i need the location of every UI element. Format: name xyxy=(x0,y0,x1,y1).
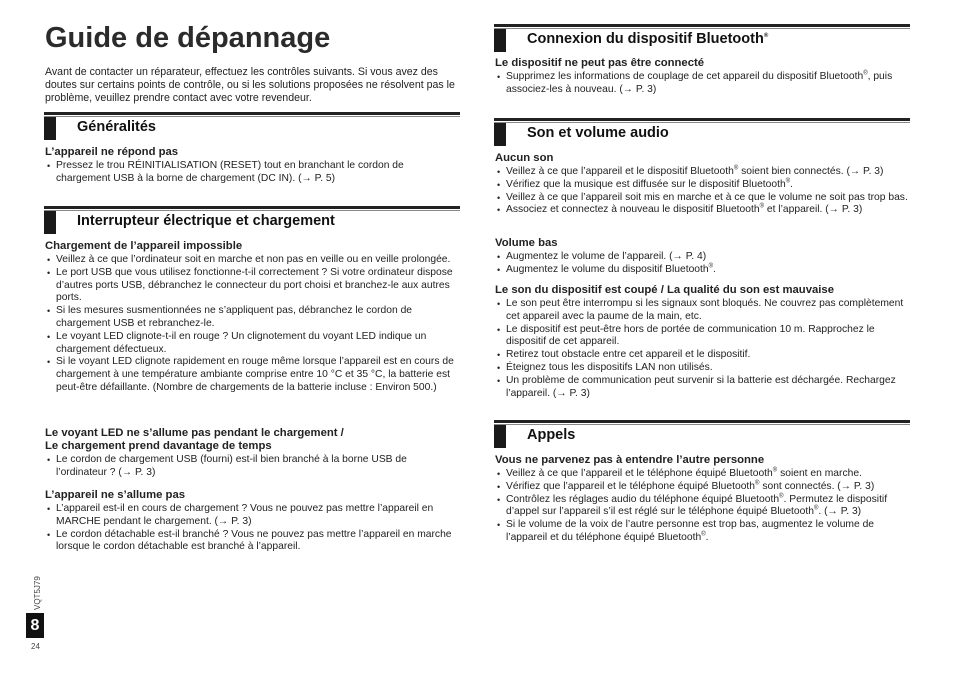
list-item: • Si le voyant LED clignote rapidement en rouge même lorsque l’appareil est en cours de chargement à une température ambiante comprise entre 10 °C et 35 °C, la batterie est peut-être défaillante. (Nombre de chargements de la batterie incluse : Environ 500.) xyxy=(45,356,460,394)
group-charging-impossible xyxy=(45,240,460,395)
list-item: • Le son peut être interrompu si les signaux sont bloqués. Ne couvrez pas complètement cet appareil avec la paume de la main, etc. xyxy=(495,298,910,324)
group-heading: Aucun son xyxy=(495,152,554,164)
section-marker xyxy=(494,425,506,448)
group-led-off xyxy=(45,427,460,480)
list-item: • Un problème de communication peut survenir si la batterie est déchargée. Rechargez l’appareil. (→ P. 3) xyxy=(495,375,910,401)
section-marker xyxy=(44,211,56,234)
list-item: • Le cordon détachable est-il branché ? Vous ne pouvez pas mettre l’appareil en marche lorsque le cordon détachable est branché à l’appareil. xyxy=(45,529,460,555)
group-heading-line-1: Le voyant LED ne s’allume pas pendant le chargement / xyxy=(45,427,344,439)
group-no-sound xyxy=(495,152,910,217)
section-title: Généralités xyxy=(77,119,156,135)
page-number-badge: 8 xyxy=(26,613,44,638)
group-sound-cut xyxy=(495,284,910,400)
group-low-volume xyxy=(495,237,910,277)
document-code: VQT5J79 xyxy=(33,576,42,610)
section-marker xyxy=(494,29,506,52)
list-item: • Supprimez les informations de couplage de cet appareil du dispositif Bluetooth®, puis associez-les à nouveau. (→ P. 3) xyxy=(495,71,910,97)
section-marker xyxy=(494,123,506,146)
group-heading: Le dispositif ne peut pas être connecté xyxy=(495,57,705,69)
section-header-son xyxy=(494,118,910,143)
section-title xyxy=(527,31,768,47)
registered-mark: ® xyxy=(763,33,769,40)
list-item: • Veillez à ce que l’appareil soit mis en marche et à ce que le volume ne soit pas trop bas. xyxy=(495,192,910,205)
list-item: • Associez et connectez à nouveau le dispositif Bluetooth® et l’appareil. (→ P. 3) xyxy=(495,204,910,217)
group-cannot-hear xyxy=(495,454,910,545)
list-item: • Vérifiez que la musique est diffusée sur le dispositif Bluetooth®. xyxy=(495,179,910,192)
page-title: Guide de dépannage xyxy=(45,22,331,54)
section-header-connexion xyxy=(494,24,910,49)
list-item: • Le dispositif est peut-être hors de portée de communication 10 m. Rapprochez le dispositif de cet appareil. xyxy=(495,324,910,350)
section-title: Appels xyxy=(527,427,576,443)
list-item: • Éteignez tous les dispositifs LAN non utilisés. xyxy=(495,362,910,375)
section-marker xyxy=(44,117,56,140)
list-item: • Augmentez le volume de l’appareil. (→ P. 4) xyxy=(495,251,910,264)
group-heading: Volume bas xyxy=(495,237,558,249)
list-item: • Le port USB que vous utilisez fonctionne-t-il correctement ? Si votre ordinateur dispose d’autres ports USB, débranchez le connecteur du port choisi et branchez-le aux autres ports. xyxy=(45,267,460,305)
list-item: • Veillez à ce que l’ordinateur soit en marche et non pas en veille ou en veille prolongée. xyxy=(45,254,460,267)
list-item: • Veillez à ce que l’appareil et le téléphone équipé Bluetooth® soient en marche. xyxy=(495,468,910,481)
list-item: • Le cordon de chargement USB (fourni) est-il bien branché à la borne USB de l’ordinateur ? (→ P. 3) xyxy=(45,454,460,480)
list-item: • L’appareil est-il en cours de chargement ? Vous ne pouvez pas mettre l’appareil en MARCHE pendant le chargement. (→ P. 3) xyxy=(45,503,460,529)
list-item: • Contrôlez les réglages audio du téléphone équipé Bluetooth®. Permutez le dispositif d’appel sur l’appareil s’il est réglé sur le téléphone équipé Bluetooth®. (→ P. 3) xyxy=(495,494,910,520)
section-header-appels xyxy=(494,420,910,445)
group-heading: Chargement de l’appareil impossible xyxy=(45,240,243,252)
list-item: • Pressez le trou RÉINITIALISATION (RESET) tout en branchant le cordon de chargement USB à la borne de chargement (DC IN). (→ P. 5) xyxy=(45,160,460,186)
list-item: • Veillez à ce que l’appareil et le dispositif Bluetooth® soient bien connectés. (→ P. 3) xyxy=(495,166,910,179)
page-number-small: 24 xyxy=(31,642,40,651)
section-title: Interrupteur électrique et chargement xyxy=(77,213,335,229)
section-title-text: Connexion du dispositif Bluetooth xyxy=(527,31,764,47)
list-item: • Vérifiez que l’appareil et le téléphone équipé Bluetooth® sont connectés. (→ P. 3) xyxy=(495,481,910,494)
group-heading-line-2: Le chargement prend davantage de temps xyxy=(45,440,272,452)
group-heading: L’appareil ne répond pas xyxy=(45,146,179,158)
section-header-generalites xyxy=(44,112,460,137)
group-no-response xyxy=(45,146,460,186)
group-heading: L’appareil ne s’allume pas xyxy=(45,489,186,501)
list-item: • Retirez tout obstacle entre cet appareil et le dispositif. xyxy=(495,349,910,362)
list-item: • Si les mesures susmentionnées ne s’appliquent pas, débranchez le cordon de chargement USB et rebranchez-le. xyxy=(45,305,460,331)
group-cannot-connect xyxy=(495,57,910,97)
group-heading: Vous ne parvenez pas à entendre l’autre personne xyxy=(495,454,765,466)
list-item: • Augmentez le volume du dispositif Bluetooth®. xyxy=(495,264,910,277)
section-header-interrupteur xyxy=(44,206,460,231)
group-heading: Le son du dispositif est coupé / La qualité du son est mauvaise xyxy=(495,284,834,296)
list-item: • Si le volume de la voix de l’autre personne est trop bas, augmentez le volume de l’appareil et du téléphone équipé Bluetooth®. xyxy=(495,519,910,545)
section-title: Son et volume audio xyxy=(527,125,669,141)
group-no-power xyxy=(45,489,460,554)
intro-paragraph: Avant de contacter un réparateur, effectuez les contrôles suivants. Si vous avez des doutes sur certains points de contrôle, ou si les solutions proposées ne résolvent pas le problème, veuillez prendre contact avec votre revendeur. xyxy=(45,66,455,104)
list-item: • Le voyant LED clignote-t-il en rouge ? Un clignotement du voyant LED indique un chargement défectueux. xyxy=(45,331,460,357)
